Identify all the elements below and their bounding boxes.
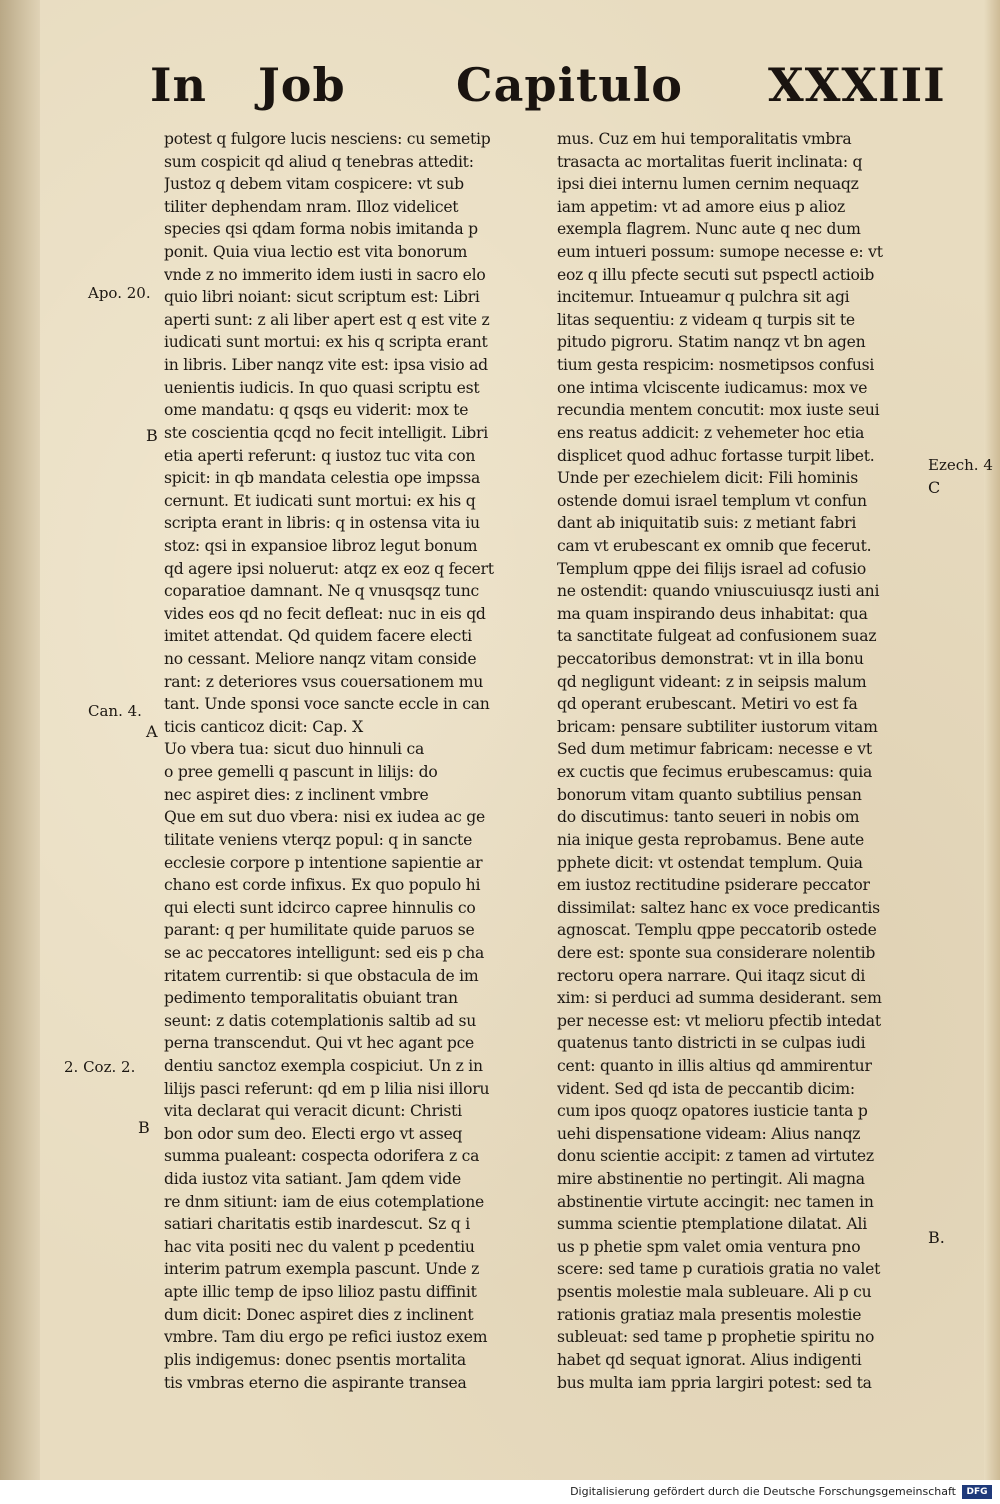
text-line: habet qd sequat ignorat. Alius indigenti — [557, 1350, 862, 1369]
text-line: psentis molestie mala subleuare. Ali p cu — [557, 1283, 872, 1302]
text-line: plis indigemus: donec psentis mortalita — [164, 1350, 466, 1369]
text-line: quio libri noiant: sicut scriptum est: Libri — [164, 288, 480, 307]
text-line: pitudo pigroru. Statim nanqz vt bn agen — [557, 333, 866, 352]
text-line: pedimento temporalitatis obuiant tran — [164, 989, 458, 1008]
text-line: Unde per ezechielem dicit: Fili hominis — [557, 469, 858, 488]
text-line: subleuat: sed tame p prophetie spiritu no — [557, 1328, 875, 1347]
text-line: rant: z deteriores vsus couersationem mu — [164, 672, 484, 691]
text-line: displicet quod adhuc fortasse turpit libet. — [557, 446, 875, 465]
text-line: no cessant. Meliore nanqz vitam conside — [164, 650, 477, 669]
text-line: chano est corde infixus. Ex quo populo hi — [164, 876, 481, 895]
header-word-capitulo: Capitulo — [456, 58, 683, 112]
text-line: mus. Cuz em hui temporalitatis vmbra — [557, 130, 852, 148]
margin-letter-c: C — [928, 478, 941, 497]
text-line: se ac peccatores intelligunt: sed eis p cha — [164, 943, 485, 962]
text-line: vnde z no immerito idem iusti in sacro elo — [164, 265, 486, 284]
text-line: iam appetim: vt ad amore eius p alioz — [557, 197, 845, 216]
margin-note-can: Can. 4. — [88, 702, 142, 720]
text-line: cernunt. Et iudicati sunt mortui: ex his q — [164, 491, 476, 510]
text-line: ponit. Quia viua lectio est vita bonorum — [164, 243, 468, 262]
text-line: qd agere ipsi noluerut: atqz ex eoz q fecert — [164, 559, 494, 578]
text-line: species qsi qdam forma nobis imitanda p — [164, 220, 478, 239]
text-line: ticis canticoz dicit: Cap. X — [164, 717, 363, 736]
footer-bar — [0, 1482, 1000, 1504]
text-line: summa scientie ptemplatione dilatat. Ali — [557, 1215, 867, 1234]
text-line: ipsi diei internu lumen cernim nequaqz — [557, 175, 859, 194]
text-line: tium gesta respicim: nosmetipsos confusi — [557, 356, 875, 375]
text-line: iudicati sunt mortui: ex his q scripta erant — [164, 333, 488, 352]
text-line: hac vita positi nec du valent p pcedentiu — [164, 1237, 475, 1256]
text-line: potest q fulgore lucis nesciens: cu semetip — [164, 130, 491, 148]
text-line: stoz: qsi in expansioe libroz legut bonum — [164, 536, 478, 555]
text-line: dant ab iniquitatib suis: z metiant fabri — [557, 514, 857, 533]
text-line: ens reatus addicit: z vehemeter hoc etia — [557, 423, 865, 442]
dfg-logo — [962, 1485, 992, 1499]
text-line: Templum qppe dei filijs israel ad cofusio — [557, 559, 866, 578]
text-line: qd operant erubescant. Metiri vo est fa — [557, 695, 858, 714]
text-line: vmbre. Tam diu ergo pe refici iustoz exem — [164, 1328, 488, 1347]
text-line: re dnm sitiunt: iam de eius cotemplatione — [164, 1192, 484, 1211]
text-line: exempla flagrem. Nunc aute q nec dum — [557, 220, 861, 239]
text-line: trasacta ac mortalitas fuerit inclinata: q — [557, 152, 863, 171]
text-line: cum ipos quoqz opatores iusticie tanta p — [557, 1102, 868, 1121]
text-line: cent: quanto in illis altius qd ammirentur — [557, 1056, 872, 1075]
text-line: seunt: z datis cotemplationis saltib ad su — [164, 1011, 477, 1030]
text-line: ecclesie corpore p intentione sapientie ar — [164, 853, 483, 872]
text-line: vident. Sed qd ista de peccantib dicim: — [557, 1079, 855, 1098]
text-line: tiliter dephendam nram. Illoz videlicet — [164, 197, 459, 216]
text-line: Justoz q debem vitam cospicere: vt sub — [164, 175, 464, 194]
text-line: Uo vbera tua: sicut duo hinnuli ca — [164, 740, 425, 759]
text-line: bricam: pensare subtiliter iustorum vitam — [557, 717, 878, 736]
text-line: perna transcendut. Qui vt hec agant pce — [164, 1034, 475, 1053]
text-line: vides eos qd no fecit defleat: nuc in eis qd — [164, 604, 486, 623]
margin-letter-b2: B — [138, 1118, 150, 1137]
text-line: aperti sunt: z ali liber apert est q est vite z — [164, 310, 490, 329]
text-line: pphete dicit: vt ostendat templum. Quia — [557, 853, 863, 872]
text-line: bus multa iam ppria largiri potest: sed ta — [557, 1373, 872, 1392]
text-line: parant: q per humilitate quide paruos se — [164, 921, 475, 940]
text-line: sum cospicit qd aliud q tenebras attedit: — [164, 152, 474, 171]
text-line: ne ostendit: quando vniuscuiusqz iusti ani — [557, 582, 880, 601]
text-line: qd negligunt videant: z in seipsis malum — [557, 672, 867, 691]
text-line: dissimilat: saltez hanc ex voce predicantis — [557, 898, 880, 917]
text-line: eum intueri possum: sumope necesse e: vt — [557, 243, 883, 262]
right-text-column — [557, 128, 932, 1394]
left-text-column — [164, 128, 539, 1394]
binding-gutter — [0, 0, 40, 1480]
text-line: per necesse est: vt melioru pfectib intedat — [557, 1011, 881, 1030]
text-line: do discutimus: tanto seueri in nobis om — [557, 808, 860, 827]
text-line: ta sanctitate fulgeat ad confusionem suaz — [557, 627, 877, 646]
text-line: satiari charitatis estib inardescut. Sz q i — [164, 1215, 470, 1234]
dfg-logo-text: DFG — [966, 1487, 988, 1497]
text-line: etia aperti referunt: q iustoz tuc vita con — [164, 446, 476, 465]
margin-letter-a: A — [146, 722, 158, 741]
text-line: ex cuctis que fecimus erubescamus: quia — [557, 763, 872, 782]
text-line: mire abstinentie no pertingit. Ali magna — [557, 1170, 865, 1189]
text-line: dentiu sanctoz exempla cospiciut. Un z in — [164, 1056, 483, 1075]
text-line: vita declarat qui veracit dicunt: Christi — [164, 1102, 462, 1121]
text-line: litas sequentiu: z videam q turpis sit te — [557, 310, 855, 329]
text-line: spicit: in qb mandata celestia ope impssa — [164, 469, 481, 488]
text-line: xim: si perduci ad summa desiderant. sem — [557, 989, 882, 1008]
text-line: dum dicit: Donec aspiret dies z inclinent — [164, 1305, 474, 1324]
text-line: Sed dum metimur fabricam: necesse e vt — [557, 740, 872, 759]
text-line: bonorum vitam quanto subtilius pensan — [557, 785, 862, 804]
header-word-in: In — [150, 58, 207, 112]
text-line: interim patrum exempla pascunt. Unde z — [164, 1260, 480, 1279]
text-line: nia inique gesta reprobamus. Bene aute — [557, 830, 865, 849]
text-line: donu scientie accipit: z tamen ad virtutez — [557, 1147, 874, 1166]
text-line: ritatem currentib: si que obstacula de im — [164, 966, 479, 985]
text-line: imitet attendat. Qd quidem facere electi — [164, 627, 472, 646]
text-line: eoz q illu pfecte secuti sut pspectl actioib — [557, 265, 875, 284]
text-line: ma quam inspirando deus inhabitat: qua — [557, 604, 868, 623]
text-line: one intima vlciscente iudicamus: mox ve — [557, 378, 868, 397]
header-chapter-numeral: XXXIII — [768, 58, 946, 112]
text-line: tant. Unde sponsi voce sancte eccle in can — [164, 695, 490, 714]
text-line: tis vmbras eterno die aspirante transea — [164, 1373, 467, 1392]
funding-credit: Digitalisierung gefördert durch die Deutsche Forschungsgemeinschaft — [570, 1485, 956, 1498]
text-line: in libris. Liber nanqz vite est: ipsa visio ad — [164, 356, 488, 375]
text-line: ste coscientia qcqd no fecit intelligit. Libri — [164, 423, 488, 442]
text-line: nec aspiret dies: z inclinent vmbre — [164, 785, 429, 804]
text-line: o pree gemelli q pascunt in lilijs: do — [164, 763, 438, 782]
text-line: tilitate veniens vterqz popul: q in sancte — [164, 830, 473, 849]
text-line: rationis gratiaz mala presentis molestie — [557, 1305, 862, 1324]
text-line: uehi dispensatione videam: Alius nanqz — [557, 1124, 861, 1143]
text-line: bon odor sum deo. Electi ergo vt asseq — [164, 1124, 463, 1143]
text-line: ome mandatu: q qsqs eu viderit: mox te — [164, 401, 469, 420]
text-line: cam vt erubescant ex omnib que fecerut. — [557, 536, 872, 555]
margin-note-apo: Apo. 20. — [88, 284, 151, 302]
text-line: qui electi sunt idcirco capree hinnulis co — [164, 898, 476, 917]
text-line: agnoscat. Templu qppe peccatorib ostede — [557, 921, 877, 940]
text-line: incitemur. Intueamur q pulchra sit agi — [557, 288, 850, 307]
text-line: scere: sed tame p curatiois gratia no valet — [557, 1260, 881, 1279]
header-word-job: Job — [258, 58, 346, 112]
text-line: lilijs pasci referunt: qd em p lilia nisi illoru — [164, 1079, 490, 1098]
text-line: recundia mentem concutit: mox iuste seui — [557, 401, 880, 420]
text-line: em iustoz rectitudine psiderare peccator — [557, 876, 870, 895]
text-line: rectoru opera narrare. Qui itaqz sicut di — [557, 966, 866, 985]
text-line: apte illic temp de ipso lilioz pastu diffinit — [164, 1283, 477, 1302]
text-line: quatenus tanto districti in se culpas iudi — [557, 1034, 866, 1053]
text-line: scripta erant in libris: q in ostensa vita iu — [164, 514, 480, 533]
page-edge — [984, 0, 1000, 1480]
text-line: abstinentie virtute accingit: nec tamen in — [557, 1192, 874, 1211]
margin-note-cor: 2. Coz. 2. — [64, 1058, 136, 1076]
margin-letter-b: B — [146, 426, 158, 445]
text-line: us p phetie spm valet omia ventura pno — [557, 1237, 861, 1256]
text-line: peccatoribus demonstrat: vt in illa bonu — [557, 650, 864, 669]
margin-letter-b3: B. — [928, 1228, 945, 1247]
text-line: dere est: sponte sua considerare nolentib — [557, 943, 876, 962]
text-line: dida iustoz vita satiant. Jam qdem vide — [164, 1170, 461, 1189]
text-line: summa pualeant: cospecta odorifera z ca — [164, 1147, 480, 1166]
margin-note-ezech: Ezech. 4 — [928, 456, 993, 474]
text-line: Que em sut duo vbera: nisi ex iudea ac ge — [164, 808, 486, 827]
text-line: uenientis iudicis. In quo quasi scriptu est — [164, 378, 480, 397]
text-line: coparatioe damnant. Ne q vnusqsqz tunc — [164, 582, 479, 601]
text-line: ostende domui israel templum vt confun — [557, 491, 867, 510]
